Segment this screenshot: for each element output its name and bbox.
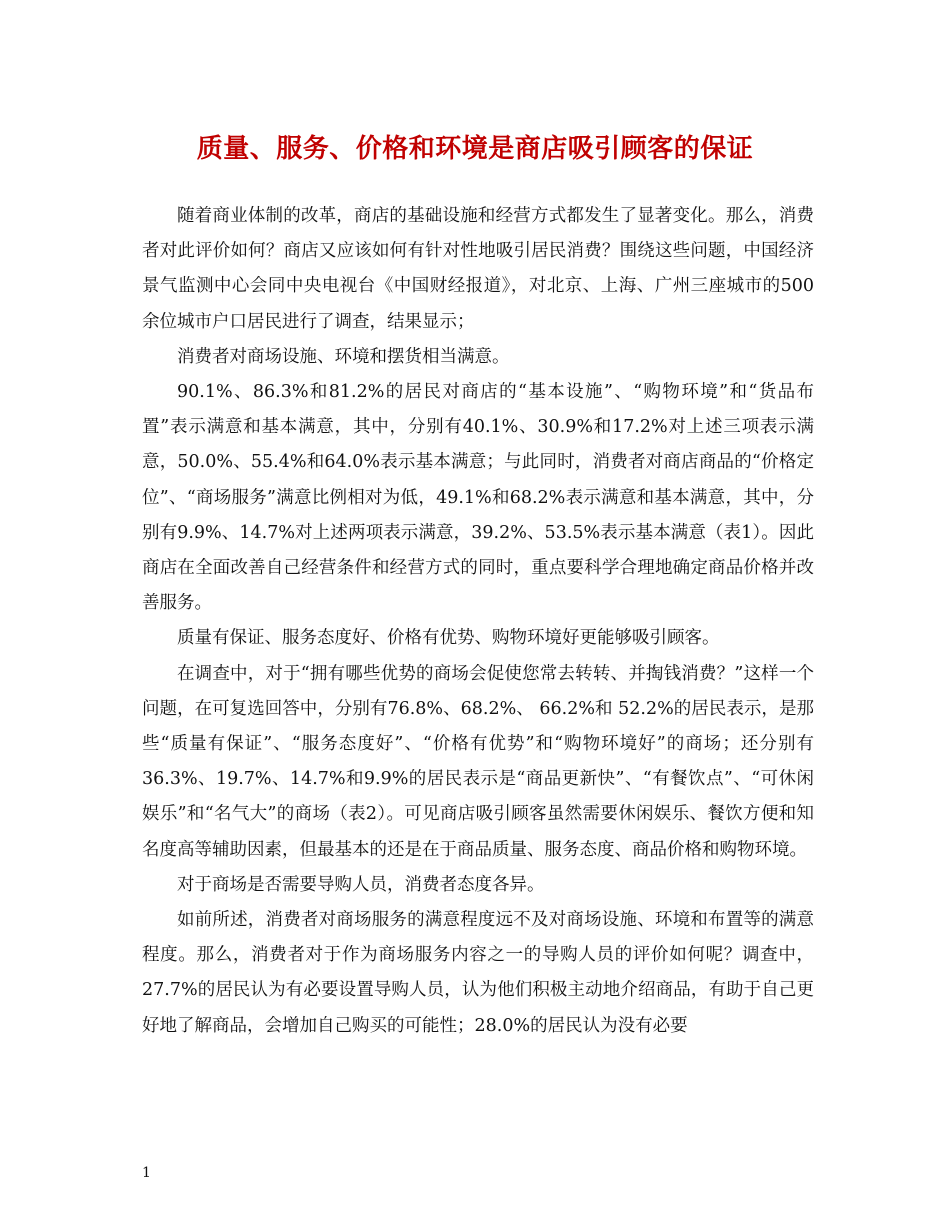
paragraph-guides-details: 如前所述，消费者对商场服务的满意程度远不及对商场设施、环境和布置等的满意程度。那么，消费者对于作为商场服务内容之一的导购人员的评价如何呢？调查中，27.7%的居民认为有必要设置导购人员，认为他们积极主动地介绍商品，有助于自己更好地了解商品，会增加自己购买的可能性；28.0%的居民认为没有必要 (142, 910, 814, 1036)
document-title: 质量、服务、价格和环境是商店吸引顾客的保证 (196, 134, 754, 164)
paragraph-intro: 随着商业体制的改革，商店的基础设施和经营方式都发生了显著变化。那么，消费者对此评价如何？商店又应该如何有针对性地吸引居民消费？围绕这些问题，中国经济景气监测中心会同中央电视台《中国财经报道》，对北京、上海、广州三座城市的500余位城市户口居民进行了调查，结果显示； (142, 206, 814, 332)
paragraph-heading-attraction: 质量有保证、服务态度好、价格有优势、购物环境好更能够吸引顾客。 (177, 628, 720, 649)
paragraph-satisfaction-details: 90.1%、86.3%和81.2%的居民对商店的“基本设施”、“购物环境”和“货品布置”表示满意和基本满意，其中，分别有40.1%、30.9%和17.2%对上述三项表示满意，50.0%、55.4%和64.0%表示基本满意；与此同时，消费者对商店商品的“价格定位”、“商场服务”满意比例相对为低，49.1%和68.2%表示满意和基本满意，其中，分别有9.9%、14.7%对上述两项表示满意，39.2%、53.5%表示基本满意（表1）。因此商店在全面改善自己经营条件和经营方式的同时，重点要科学合理地确定商品价格并改善服务。 (142, 382, 814, 614)
page-number: 1 (142, 1165, 151, 1181)
paragraph-attraction-details: 在调查中，对于“拥有哪些优势的商场会促使您常去转转、并掏钱消费？”这样一个问题，在可复选回答中，分别有76.8%、68.2%、 66.2%和 52.2%的居民表示，是那些“质量有保证”、“服务态度好”、“价格有优势”和“购物环境好”的商场；还分别有36.3%、19.7%、14.7%和9.9%的居民表示是“商品更新快”、“有餐饮点”、“可休闲娱乐”和“名气大”的商场（表2）。可见商店吸引顾客虽然需要休闲娱乐、餐饮方便和知名度高等辅助因素，但最基本的还是在于商品质量、服务态度、商品价格和购物环境。 (142, 663, 814, 860)
paragraph-heading-satisfaction: 消费者对商场设施、环境和摆货相当满意。 (177, 346, 510, 367)
paragraph-heading-guides: 对于商场是否需要导购人员，消费者态度各异。 (177, 874, 545, 895)
document-body (142, 199, 814, 1044)
